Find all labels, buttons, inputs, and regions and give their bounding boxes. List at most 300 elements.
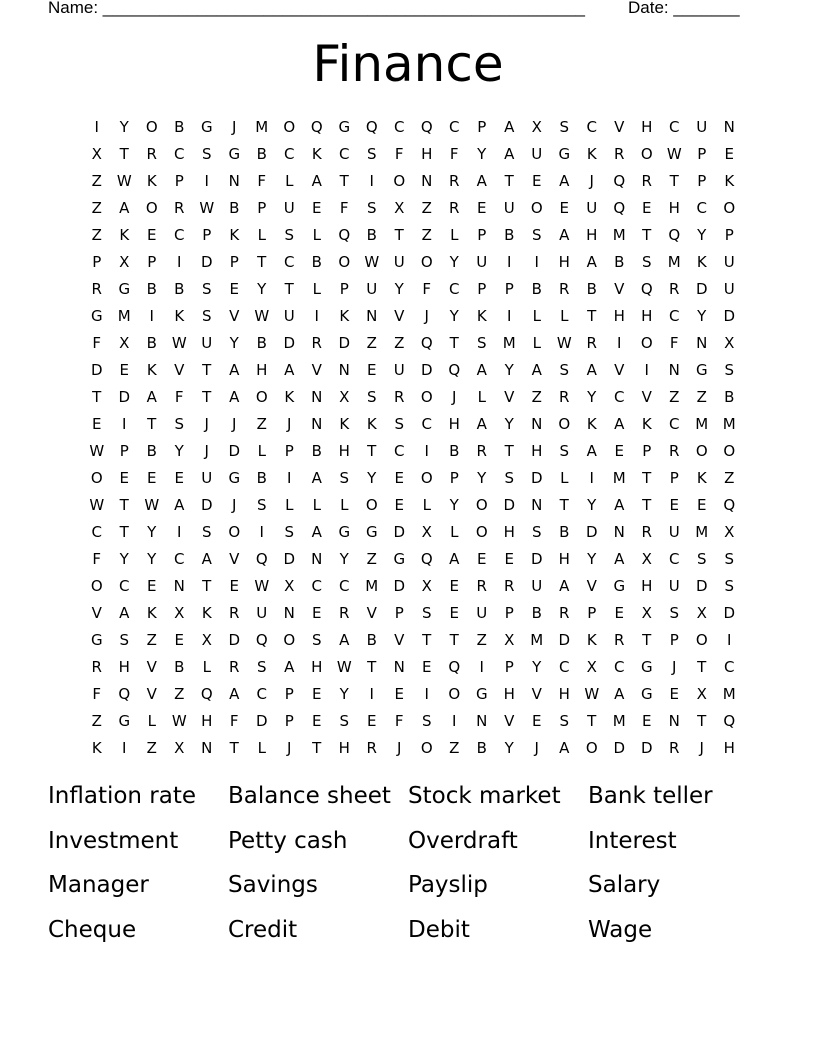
grid-letter[interactable]: I (369, 172, 374, 190)
grid-letter[interactable]: H (641, 307, 653, 325)
grid-letter[interactable]: B (256, 145, 267, 163)
grid-letter[interactable]: U (256, 604, 268, 622)
grid-letter[interactable]: T (669, 172, 679, 190)
grid-letter[interactable]: T (367, 442, 377, 460)
grid-letter[interactable]: X (696, 685, 707, 703)
grid-letter[interactable]: V (504, 388, 515, 406)
grid-letter[interactable]: R (641, 172, 652, 190)
grid-letter[interactable]: I (122, 415, 127, 433)
grid-letter[interactable]: K (174, 307, 185, 325)
grid-letter[interactable]: Y (339, 550, 349, 568)
grid-letter[interactable]: P (669, 631, 679, 649)
grid-letter[interactable]: P (257, 199, 267, 217)
grid-letter[interactable]: J (672, 658, 677, 676)
grid-letter[interactable]: J (589, 172, 594, 190)
grid-letter[interactable]: Y (449, 496, 459, 514)
grid-letter[interactable]: Z (394, 334, 405, 352)
grid-letter[interactable]: H (641, 577, 653, 595)
date-field[interactable]: Date: _______ (628, 0, 740, 17)
grid-letter[interactable]: X (339, 388, 350, 406)
grid-letter[interactable]: E (147, 469, 157, 487)
grid-letter[interactable]: S (641, 253, 652, 271)
grid-letter[interactable]: S (256, 658, 267, 676)
grid-letter[interactable]: T (449, 631, 459, 649)
grid-letter[interactable]: W (666, 145, 682, 163)
grid-letter[interactable]: V (586, 577, 597, 595)
grid-letter[interactable]: V (614, 118, 625, 136)
grid-letter[interactable]: N (723, 118, 735, 136)
grid-letter[interactable]: D (723, 307, 736, 325)
grid-letter[interactable]: R (91, 280, 102, 298)
grid-letter[interactable]: O (475, 523, 488, 541)
grid-letter[interactable]: R (146, 145, 157, 163)
grid-letter[interactable]: O (283, 118, 296, 136)
grid-letter[interactable]: U (723, 253, 735, 271)
grid-letter[interactable]: O (365, 496, 378, 514)
grid-letter[interactable]: W (89, 442, 105, 460)
grid-letter[interactable]: S (201, 307, 212, 325)
grid-letter[interactable]: L (312, 280, 321, 298)
grid-letter[interactable]: E (669, 496, 679, 514)
grid-letter[interactable]: K (476, 307, 487, 325)
grid-letter[interactable]: T (697, 658, 707, 676)
grid-letter[interactable]: P (504, 280, 514, 298)
grid-letter[interactable]: X (421, 577, 432, 595)
grid-letter[interactable]: A (229, 388, 240, 406)
grid-letter[interactable]: Q (613, 172, 626, 190)
grid-letter[interactable]: O (723, 199, 736, 217)
grid-letter[interactable]: F (92, 685, 102, 703)
grid-letter[interactable]: Q (255, 631, 268, 649)
grid-letter[interactable]: R (614, 145, 625, 163)
grid-letter[interactable]: Q (118, 685, 131, 703)
grid-letter[interactable]: U (393, 253, 405, 271)
grid-letter[interactable]: Z (256, 415, 267, 433)
grid-letter[interactable]: Z (449, 739, 460, 757)
grid-letter[interactable]: G (640, 658, 653, 676)
grid-letter[interactable]: R (669, 739, 680, 757)
grid-letter[interactable]: P (697, 145, 707, 163)
grid-letter[interactable]: E (477, 550, 487, 568)
grid-letter[interactable]: U (531, 577, 543, 595)
grid-letter[interactable]: H (641, 118, 653, 136)
grid-letter[interactable]: I (617, 334, 622, 352)
grid-letter[interactable]: C (339, 145, 350, 163)
grid-letter[interactable]: L (560, 469, 569, 487)
grid-letter[interactable]: A (504, 118, 515, 136)
grid-letter[interactable]: S (669, 604, 680, 622)
grid-letter[interactable]: P (504, 604, 514, 622)
grid-letter[interactable]: G (90, 307, 103, 325)
grid-letter[interactable]: N (531, 496, 543, 514)
grid-letter[interactable]: S (504, 469, 515, 487)
grid-letter[interactable]: S (119, 631, 130, 649)
grid-letter[interactable]: J (204, 415, 209, 433)
grid-letter[interactable]: Y (449, 307, 459, 325)
grid-letter[interactable]: H (586, 226, 598, 244)
name-field[interactable]: Name: ___________________________________________________ (48, 0, 585, 17)
grid-letter[interactable]: T (312, 739, 322, 757)
grid-letter[interactable]: E (229, 280, 239, 298)
grid-letter[interactable]: A (559, 577, 570, 595)
grid-letter[interactable]: L (450, 523, 459, 541)
grid-letter[interactable]: H (613, 307, 625, 325)
grid-letter[interactable]: C (91, 523, 102, 541)
grid-letter[interactable]: E (532, 712, 542, 730)
grid-letter[interactable]: M (667, 253, 681, 271)
grid-letter[interactable]: G (640, 685, 653, 703)
grid-letter[interactable]: Z (91, 712, 102, 730)
grid-letter[interactable]: Z (421, 226, 432, 244)
grid-letter[interactable]: A (614, 550, 625, 568)
grid-letter[interactable]: I (424, 442, 429, 460)
grid-letter[interactable]: X (641, 550, 652, 568)
grid-letter[interactable]: S (696, 550, 707, 568)
grid-letter[interactable]: F (174, 388, 184, 406)
grid-letter[interactable]: Q (200, 685, 213, 703)
grid-letter[interactable]: A (229, 685, 240, 703)
grid-letter[interactable]: C (394, 442, 405, 460)
grid-letter[interactable]: L (422, 496, 431, 514)
grid-letter[interactable]: R (559, 388, 570, 406)
grid-letter[interactable]: E (119, 361, 129, 379)
grid-letter[interactable]: C (311, 577, 322, 595)
grid-letter[interactable]: I (589, 469, 594, 487)
grid-letter[interactable]: L (312, 226, 321, 244)
grid-letter[interactable]: N (311, 415, 323, 433)
grid-letter[interactable]: T (449, 334, 459, 352)
grid-letter[interactable]: I (507, 253, 512, 271)
grid-letter[interactable]: L (257, 226, 266, 244)
grid-letter[interactable]: C (339, 577, 350, 595)
grid-letter[interactable]: Y (587, 550, 597, 568)
grid-letter[interactable]: M (695, 523, 709, 541)
grid-letter[interactable]: P (202, 226, 212, 244)
grid-letter[interactable]: T (642, 469, 652, 487)
grid-letter[interactable]: V (174, 361, 185, 379)
grid-letter[interactable]: B (586, 280, 597, 298)
grid-letter[interactable]: Z (421, 199, 432, 217)
grid-letter[interactable]: I (204, 172, 209, 190)
grid-letter[interactable]: E (119, 469, 129, 487)
grid-letter[interactable]: L (202, 658, 211, 676)
grid-letter[interactable]: D (695, 280, 708, 298)
grid-letter[interactable]: C (449, 280, 460, 298)
grid-letter[interactable]: T (697, 712, 707, 730)
grid-letter[interactable]: B (146, 280, 157, 298)
grid-letter[interactable]: A (559, 739, 570, 757)
grid-letter[interactable]: O (420, 388, 433, 406)
grid-letter[interactable]: X (174, 604, 185, 622)
grid-letter[interactable]: O (228, 523, 241, 541)
grid-letter[interactable]: X (394, 199, 405, 217)
grid-letter[interactable]: Y (477, 145, 487, 163)
grid-letter[interactable]: L (285, 496, 294, 514)
grid-letter[interactable]: T (202, 577, 212, 595)
grid-letter[interactable]: Y (449, 253, 459, 271)
grid-letter[interactable]: I (94, 118, 99, 136)
grid-letter[interactable]: G (338, 523, 351, 541)
grid-letter[interactable]: J (534, 739, 539, 757)
grid-letter[interactable]: D (200, 253, 213, 271)
grid-letter[interactable]: V (229, 307, 240, 325)
grid-letter[interactable]: K (91, 739, 102, 757)
grid-letter[interactable]: Q (365, 118, 378, 136)
grid-letter[interactable]: C (669, 415, 680, 433)
grid-letter[interactable]: H (338, 442, 350, 460)
grid-letter[interactable]: O (448, 685, 461, 703)
grid-letter[interactable]: P (394, 604, 404, 622)
grid-letter[interactable]: E (669, 685, 679, 703)
grid-letter[interactable]: E (504, 550, 514, 568)
grid-letter[interactable]: W (171, 712, 187, 730)
grid-letter[interactable]: S (531, 226, 542, 244)
grid-letter[interactable]: A (201, 550, 212, 568)
grid-letter[interactable]: I (149, 307, 154, 325)
grid-letter[interactable]: R (586, 334, 597, 352)
grid-letter[interactable]: H (311, 658, 323, 676)
grid-letter[interactable]: D (558, 631, 571, 649)
grid-letter[interactable]: E (174, 469, 184, 487)
grid-letter[interactable]: T (642, 496, 652, 514)
grid-letter[interactable]: P (477, 118, 487, 136)
grid-letter[interactable]: Z (91, 199, 102, 217)
grid-letter[interactable]: N (311, 388, 323, 406)
grid-letter[interactable]: P (284, 442, 294, 460)
grid-letter[interactable]: P (669, 469, 679, 487)
grid-letter[interactable]: W (556, 334, 572, 352)
grid-letter[interactable]: C (724, 658, 735, 676)
grid-letter[interactable]: Q (420, 334, 433, 352)
grid-letter[interactable]: Q (613, 199, 626, 217)
grid-letter[interactable]: O (530, 199, 543, 217)
grid-letter[interactable]: P (477, 280, 487, 298)
grid-letter[interactable]: H (531, 442, 543, 460)
grid-letter[interactable]: O (420, 253, 433, 271)
grid-letter[interactable]: Y (147, 550, 157, 568)
grid-letter[interactable]: K (339, 307, 350, 325)
grid-letter[interactable]: K (339, 415, 350, 433)
grid-letter[interactable]: A (476, 172, 487, 190)
grid-letter[interactable]: S (174, 415, 185, 433)
grid-letter[interactable]: O (338, 253, 351, 271)
grid-letter[interactable]: V (229, 550, 240, 568)
grid-letter[interactable]: E (532, 172, 542, 190)
grid-letter[interactable]: B (531, 604, 542, 622)
grid-letter[interactable]: I (507, 307, 512, 325)
grid-letter[interactable]: S (284, 226, 295, 244)
grid-letter[interactable]: P (642, 442, 652, 460)
grid-letter[interactable]: C (614, 388, 625, 406)
grid-letter[interactable]: M (117, 307, 131, 325)
grid-letter[interactable]: B (229, 199, 240, 217)
grid-letter[interactable]: F (669, 334, 679, 352)
grid-letter[interactable]: Q (723, 496, 736, 514)
grid-letter[interactable]: N (696, 334, 708, 352)
grid-letter[interactable]: E (367, 361, 377, 379)
grid-letter[interactable]: E (449, 604, 459, 622)
grid-letter[interactable]: S (559, 442, 570, 460)
grid-letter[interactable]: U (503, 199, 515, 217)
grid-letter[interactable]: V (614, 361, 625, 379)
grid-letter[interactable]: B (614, 253, 625, 271)
grid-letter[interactable]: N (393, 658, 405, 676)
grid-letter[interactable]: R (174, 199, 185, 217)
grid-letter[interactable]: I (177, 253, 182, 271)
grid-letter[interactable]: I (479, 658, 484, 676)
grid-letter[interactable]: B (256, 469, 267, 487)
grid-letter[interactable]: K (696, 253, 707, 271)
grid-letter[interactable]: K (146, 172, 157, 190)
grid-letter[interactable]: D (338, 334, 351, 352)
grid-letter[interactable]: T (642, 226, 652, 244)
grid-letter[interactable]: Y (587, 388, 597, 406)
grid-letter[interactable]: N (668, 712, 680, 730)
grid-letter[interactable]: J (287, 739, 292, 757)
grid-letter[interactable]: A (614, 415, 625, 433)
grid-letter[interactable]: R (476, 442, 487, 460)
grid-letter[interactable]: C (669, 307, 680, 325)
grid-letter[interactable]: E (642, 199, 652, 217)
grid-letter[interactable]: Y (394, 280, 404, 298)
grid-letter[interactable]: H (338, 739, 350, 757)
grid-letter[interactable]: X (724, 334, 735, 352)
grid-letter[interactable]: M (612, 712, 626, 730)
grid-letter[interactable]: O (695, 442, 708, 460)
grid-letter[interactable]: G (118, 712, 131, 730)
grid-letter[interactable]: N (668, 361, 680, 379)
grid-letter[interactable]: C (256, 685, 267, 703)
grid-letter[interactable]: P (229, 253, 239, 271)
grid-letter[interactable]: V (146, 685, 157, 703)
grid-letter[interactable]: J (204, 442, 209, 460)
grid-letter[interactable]: X (119, 334, 130, 352)
grid-letter[interactable]: R (91, 658, 102, 676)
grid-letter[interactable]: B (449, 442, 460, 460)
grid-letter[interactable]: O (640, 145, 653, 163)
grid-letter[interactable]: T (257, 253, 267, 271)
grid-letter[interactable]: M (255, 118, 269, 136)
grid-letter[interactable]: T (367, 658, 377, 676)
grid-letter[interactable]: S (476, 334, 487, 352)
grid-letter[interactable]: B (311, 442, 322, 460)
grid-letter[interactable]: I (314, 307, 319, 325)
grid-letter[interactable]: Q (420, 550, 433, 568)
grid-letter[interactable]: D (283, 550, 296, 568)
grid-letter[interactable]: J (232, 415, 237, 433)
grid-letter[interactable]: R (641, 523, 652, 541)
grid-letter[interactable]: Q (448, 361, 461, 379)
grid-letter[interactable]: R (669, 442, 680, 460)
grid-letter[interactable]: X (174, 739, 185, 757)
grid-letter[interactable]: S (559, 712, 570, 730)
grid-letter[interactable]: L (532, 334, 541, 352)
grid-letter[interactable]: P (147, 253, 157, 271)
grid-letter[interactable]: T (642, 631, 652, 649)
grid-letter[interactable]: A (311, 172, 322, 190)
grid-letter[interactable]: K (366, 415, 377, 433)
grid-letter[interactable]: H (558, 550, 570, 568)
grid-letter[interactable]: S (339, 469, 350, 487)
grid-letter[interactable]: P (174, 172, 184, 190)
grid-letter[interactable]: N (531, 415, 543, 433)
grid-letter[interactable]: T (202, 361, 212, 379)
grid-letter[interactable]: B (476, 739, 487, 757)
grid-letter[interactable]: U (531, 145, 543, 163)
grid-letter[interactable]: E (394, 685, 404, 703)
grid-letter[interactable]: G (338, 118, 351, 136)
grid-letter[interactable]: Z (366, 550, 377, 568)
grid-letter[interactable]: A (531, 361, 542, 379)
grid-letter[interactable]: J (287, 415, 292, 433)
grid-letter[interactable]: A (311, 469, 322, 487)
grid-letter[interactable]: W (336, 658, 352, 676)
grid-letter[interactable]: C (586, 118, 597, 136)
grid-letter[interactable]: S (531, 523, 542, 541)
grid-letter[interactable]: D (723, 604, 736, 622)
grid-letter[interactable]: B (146, 442, 157, 460)
grid-letter[interactable]: F (92, 550, 102, 568)
grid-letter[interactable]: N (421, 172, 433, 190)
grid-letter[interactable]: O (558, 415, 571, 433)
grid-letter[interactable]: G (365, 523, 378, 541)
grid-letter[interactable]: E (312, 199, 322, 217)
grid-letter[interactable]: A (119, 604, 130, 622)
grid-letter[interactable]: R (669, 280, 680, 298)
grid-letter[interactable]: I (644, 361, 649, 379)
grid-letter[interactable]: B (366, 631, 377, 649)
grid-letter[interactable]: E (312, 685, 322, 703)
grid-letter[interactable]: X (284, 577, 295, 595)
grid-letter[interactable]: L (532, 307, 541, 325)
grid-letter[interactable]: J (699, 739, 704, 757)
grid-letter[interactable]: S (724, 577, 735, 595)
grid-letter[interactable]: Q (723, 712, 736, 730)
grid-letter[interactable]: U (476, 253, 488, 271)
grid-letter[interactable]: X (586, 658, 597, 676)
grid-letter[interactable]: Z (724, 469, 735, 487)
grid-letter[interactable]: O (420, 739, 433, 757)
grid-letter[interactable]: K (696, 469, 707, 487)
grid-letter[interactable]: H (256, 361, 268, 379)
grid-letter[interactable]: Q (448, 658, 461, 676)
grid-letter[interactable]: Y (119, 118, 129, 136)
grid-letter[interactable]: G (228, 145, 241, 163)
grid-letter[interactable]: Z (366, 334, 377, 352)
grid-letter[interactable]: B (174, 280, 185, 298)
grid-letter[interactable]: F (257, 172, 267, 190)
grid-letter[interactable]: L (312, 496, 321, 514)
grid-letter[interactable]: T (504, 442, 514, 460)
grid-letter[interactable]: B (146, 334, 157, 352)
grid-letter[interactable]: G (475, 685, 488, 703)
grid-letter[interactable]: P (587, 604, 597, 622)
grid-letter[interactable]: K (146, 361, 157, 379)
grid-letter[interactable]: S (724, 361, 735, 379)
grid-letter[interactable]: Y (587, 496, 597, 514)
grid-letter[interactable]: I (534, 253, 539, 271)
grid-letter[interactable]: T (119, 496, 129, 514)
grid-letter[interactable]: D (530, 550, 543, 568)
grid-letter[interactable]: W (144, 496, 160, 514)
grid-letter[interactable]: W (584, 685, 600, 703)
grid-letter[interactable]: A (146, 388, 157, 406)
grid-letter[interactable]: J (452, 388, 457, 406)
grid-letter[interactable]: L (285, 172, 294, 190)
grid-letter[interactable]: D (503, 496, 516, 514)
grid-letter[interactable]: P (339, 280, 349, 298)
grid-letter[interactable]: Y (257, 280, 267, 298)
